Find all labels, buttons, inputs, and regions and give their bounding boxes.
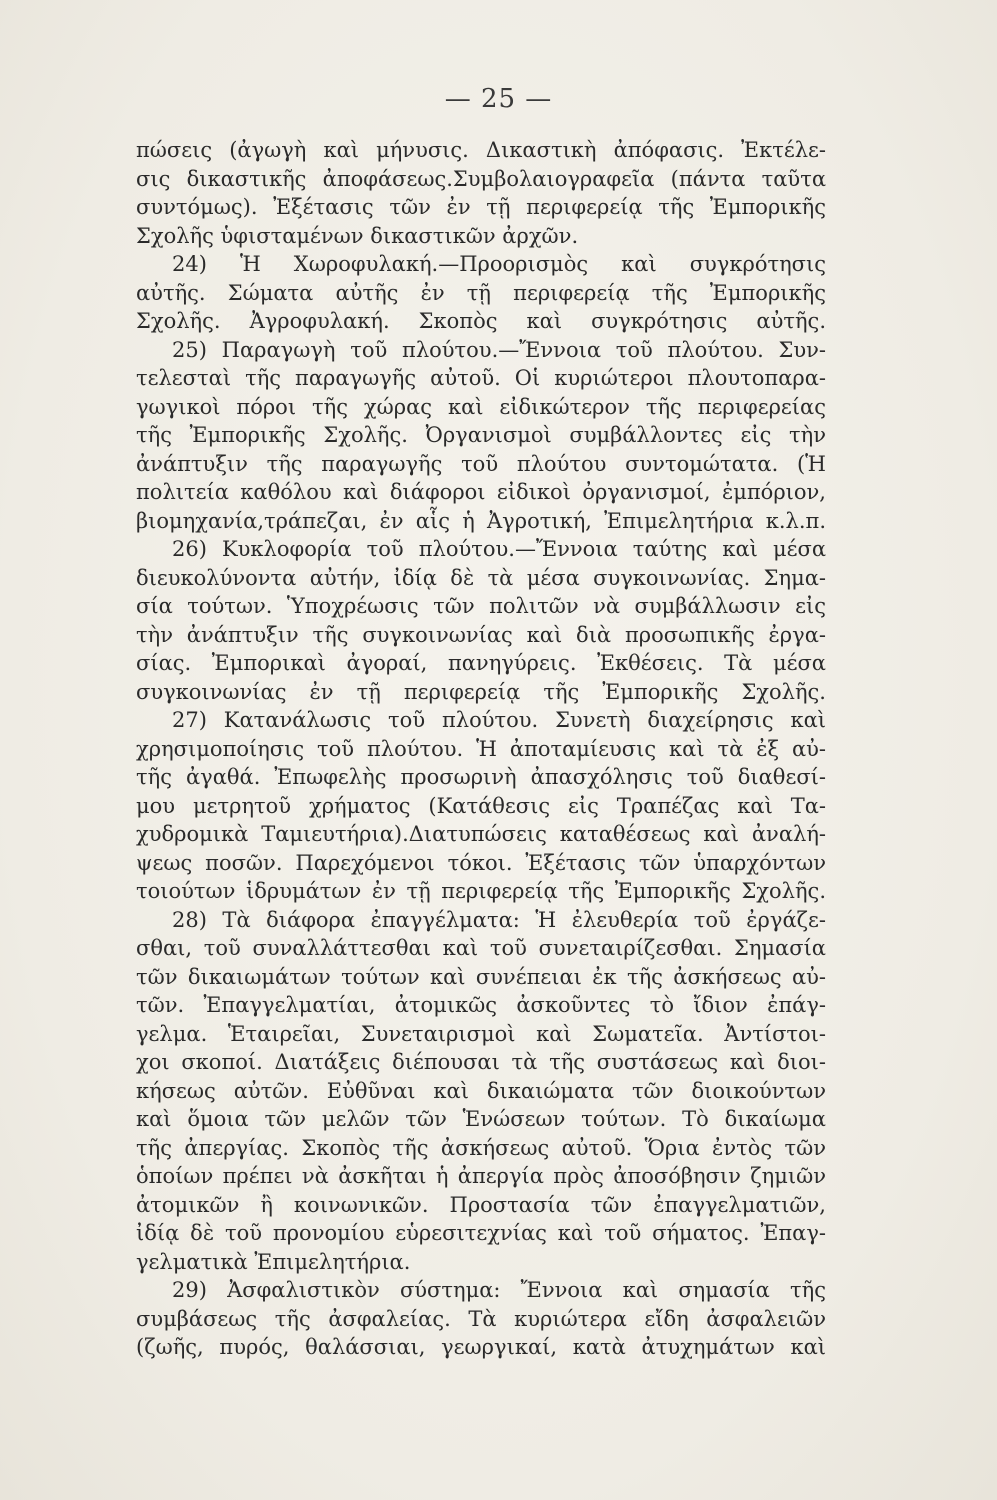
text-line: συντόμως). Ἐξέτασις τῶν ἐν τῇ περιφερείᾳ τῆς Ἐμπορικῆς <box>136 195 826 219</box>
text-line: τῶν. Ἐπαγγελματίαι, ἀτομικῶς ἀσκοῦντες τὸ ἴδιον ἐπάγ- <box>136 993 826 1017</box>
text-line: 25) Παραγωγὴ τοῦ πλούτου.—Ἔννοια τοῦ πλούτου. Συν- <box>172 337 826 362</box>
text-line: τελεσταὶ τῆς παραγωγῆς αὐτοῦ. Οἱ κυριώτεροι πλουτοπαρα- <box>136 366 826 390</box>
text-line: τῆς ἀπεργίας. Σκοπὸς τῆς ἀσκήσεως αὐτοῦ. Ὅρια ἐντὸς τῶν <box>136 1135 826 1160</box>
text-line: χρησιμοποίησις τοῦ πλούτου. Ἡ ἀποταμίευσις καὶ τὰ ἐξ αὐ- <box>136 736 826 761</box>
text-line: σίας. Ἐμπορικαὶ ἀγοραί, πανηγύρεις. Ἐκθέσεις. Τὰ μέσα <box>136 651 826 675</box>
text-line: τοιούτων ἱδρυμάτων ἐν τῇ περιφερείᾳ τῆς Ἐμπορικῆς Σχολῆς. <box>136 879 826 903</box>
text-line: καὶ ὅμοια τῶν μελῶν τῶν Ἑνώσεων τούτων. Τὸ δικαίωμα <box>136 1107 826 1131</box>
text-line: Σχολῆς. Ἀγροφυλακή. Σκοπὸς καὶ συγκρότησις αὐτῆς. <box>136 309 826 333</box>
text-line: σθαι, τοῦ συναλλάττεσθαι καὶ τοῦ συνεταιρίζεσθαι. Σημασία <box>136 936 826 960</box>
text-line: τὴν ἀνάπτυξιν τῆς συγκοινωνίας καὶ διὰ προσωπικῆς ἐργα- <box>136 622 826 647</box>
text-line: χοι σκοποί. Διατάξεις διέπουσαι τὰ τῆς συστάσεως καὶ διοι- <box>136 1050 826 1074</box>
body-text <box>136 136 826 1362</box>
text-line: ἀτομικῶν ἢ κοινωνικῶν. Προστασία τῶν ἐπαγγελματιῶν, <box>136 1192 826 1217</box>
text-line: γελμα. Ἑταιρεῖαι, Συνεταιρισμοὶ καὶ Σωματεῖα. Ἀντίστοι- <box>136 1021 826 1046</box>
text-line: διευκολύνοντα αὐτήν, ἰδίᾳ δὲ τὰ μέσα συγκοινωνίας. Σημα- <box>136 565 826 590</box>
text-line: τῶν δικαιωμάτων τούτων καὶ συνέπειαι ἐκ τῆς ἀσκήσεως αὐ- <box>136 964 826 989</box>
text-line: συγκοινωνίας ἐν τῇ περιφερείᾳ τῆς Ἐμπορικῆς Σχολῆς. <box>136 679 826 704</box>
page-number: — 25 — <box>444 84 553 114</box>
text-line: ἰδίᾳ δὲ τοῦ προνομίου εὑρεσιτεχνίας καὶ τοῦ σήματος. Ἐπαγ- <box>136 1221 826 1245</box>
text-line: ἀνάπτυξιν τῆς παραγωγῆς τοῦ πλούτου συντομώτατα. (Ἡ <box>136 451 826 476</box>
text-line: μου μετρητοῦ χρήματος (Κατάθεσις εἰς Τραπέζας καὶ Τα- <box>136 793 826 818</box>
text-line: τῆς ἀγαθά. Ἐπωφελὴς προσωρινὴ ἀπασχόλησις τοῦ διαθεσί- <box>136 765 826 789</box>
text-line: (ζωῆς, πυρός, θαλάσσιαι, γεωργικαί, κατὰ ἀτυχημάτων καὶ <box>136 1335 826 1359</box>
text-line: σις δικαστικῆς ἀποφάσεως.Συμβολαιογραφεῖα (πάντα ταῦτα <box>136 166 826 191</box>
text-line: 28) Τὰ διάφορα ἐπαγγέλματα: Ἡ ἐλευθερία τοῦ ἐργάζε- <box>172 907 826 932</box>
text-line: γελματικὰ Ἐπιμελητήρια. <box>136 1249 411 1274</box>
text-line: συμβάσεως τῆς ἀσφαλείας. Τὰ κυριώτερα εἴδη ἀσφαλειῶν <box>136 1306 826 1331</box>
text-line: τῆς Ἐμπορικῆς Σχολῆς. Ὀργανισμοὶ συμβάλλοντες εἰς τὴν <box>136 423 826 447</box>
text-line: 27) Κατανάλωσις τοῦ πλούτου. Συνετὴ διαχείρησις καὶ <box>172 708 826 732</box>
text-line: Σχολῆς ὑφισταμένων δικαστικῶν ἀρχῶν. <box>136 223 579 248</box>
text-line: 29) Ἀσφαλιστικὸν σύστημα: Ἔννοια καὶ σημασία τῆς <box>172 1278 826 1302</box>
text-line: κήσεως αὐτῶν. Εὐθῦναι καὶ δικαιώματα τῶν διοικούντων <box>136 1078 826 1103</box>
text-line: γωγικοὶ πόροι τῆς χώρας καὶ εἰδικώτερον τῆς περιφερείας <box>136 394 826 419</box>
text-line: σία τούτων. Ὑποχρέωσις τῶν πολιτῶν νὰ συμβάλλωσιν εἰς <box>136 594 826 618</box>
text-line: 24) Ἡ Χωροφυλακή.—Προορισμὸς καὶ συγκρότησις <box>172 252 826 276</box>
text-line: ὁποίων πρέπει νὰ ἀσκῆται ἡ ἀπεργία πρὸς ἀποσόβησιν ζημιῶν <box>136 1164 826 1188</box>
text-line: πολιτεία καθόλου καὶ διάφοροι εἰδικοὶ ὀργανισμοί, ἐμπόριον, <box>136 480 826 504</box>
text-line: πώσεις (ἀγωγὴ καὶ μήνυσις. Δικαστικὴ ἀπόφασις. Ἐκτέλε- <box>136 138 826 162</box>
text-line: βιομηχανία,τράπεζαι, ἐν αἷς ἡ Ἀγροτική, Ἐπιμελητήρια κ.λ.π. <box>136 508 826 533</box>
text-line: χυδρομικὰ Ταμιευτήρια).Διατυπώσεις καταθέσεως καὶ ἀναλή- <box>136 822 826 846</box>
text-line: αὐτῆς. Σώματα αὐτῆς ἐν τῇ περιφερείᾳ τῆς Ἐμπορικῆς <box>136 280 826 305</box>
text-line: ψεως ποσῶν. Παρεχόμενοι τόκοι. Ἐξέτασις τῶν ὑπαρχόντων <box>136 850 826 875</box>
text-line: 26) Κυκλοφορία τοῦ πλούτου.—Ἔννοια ταύτης καὶ μέσα <box>172 537 826 561</box>
